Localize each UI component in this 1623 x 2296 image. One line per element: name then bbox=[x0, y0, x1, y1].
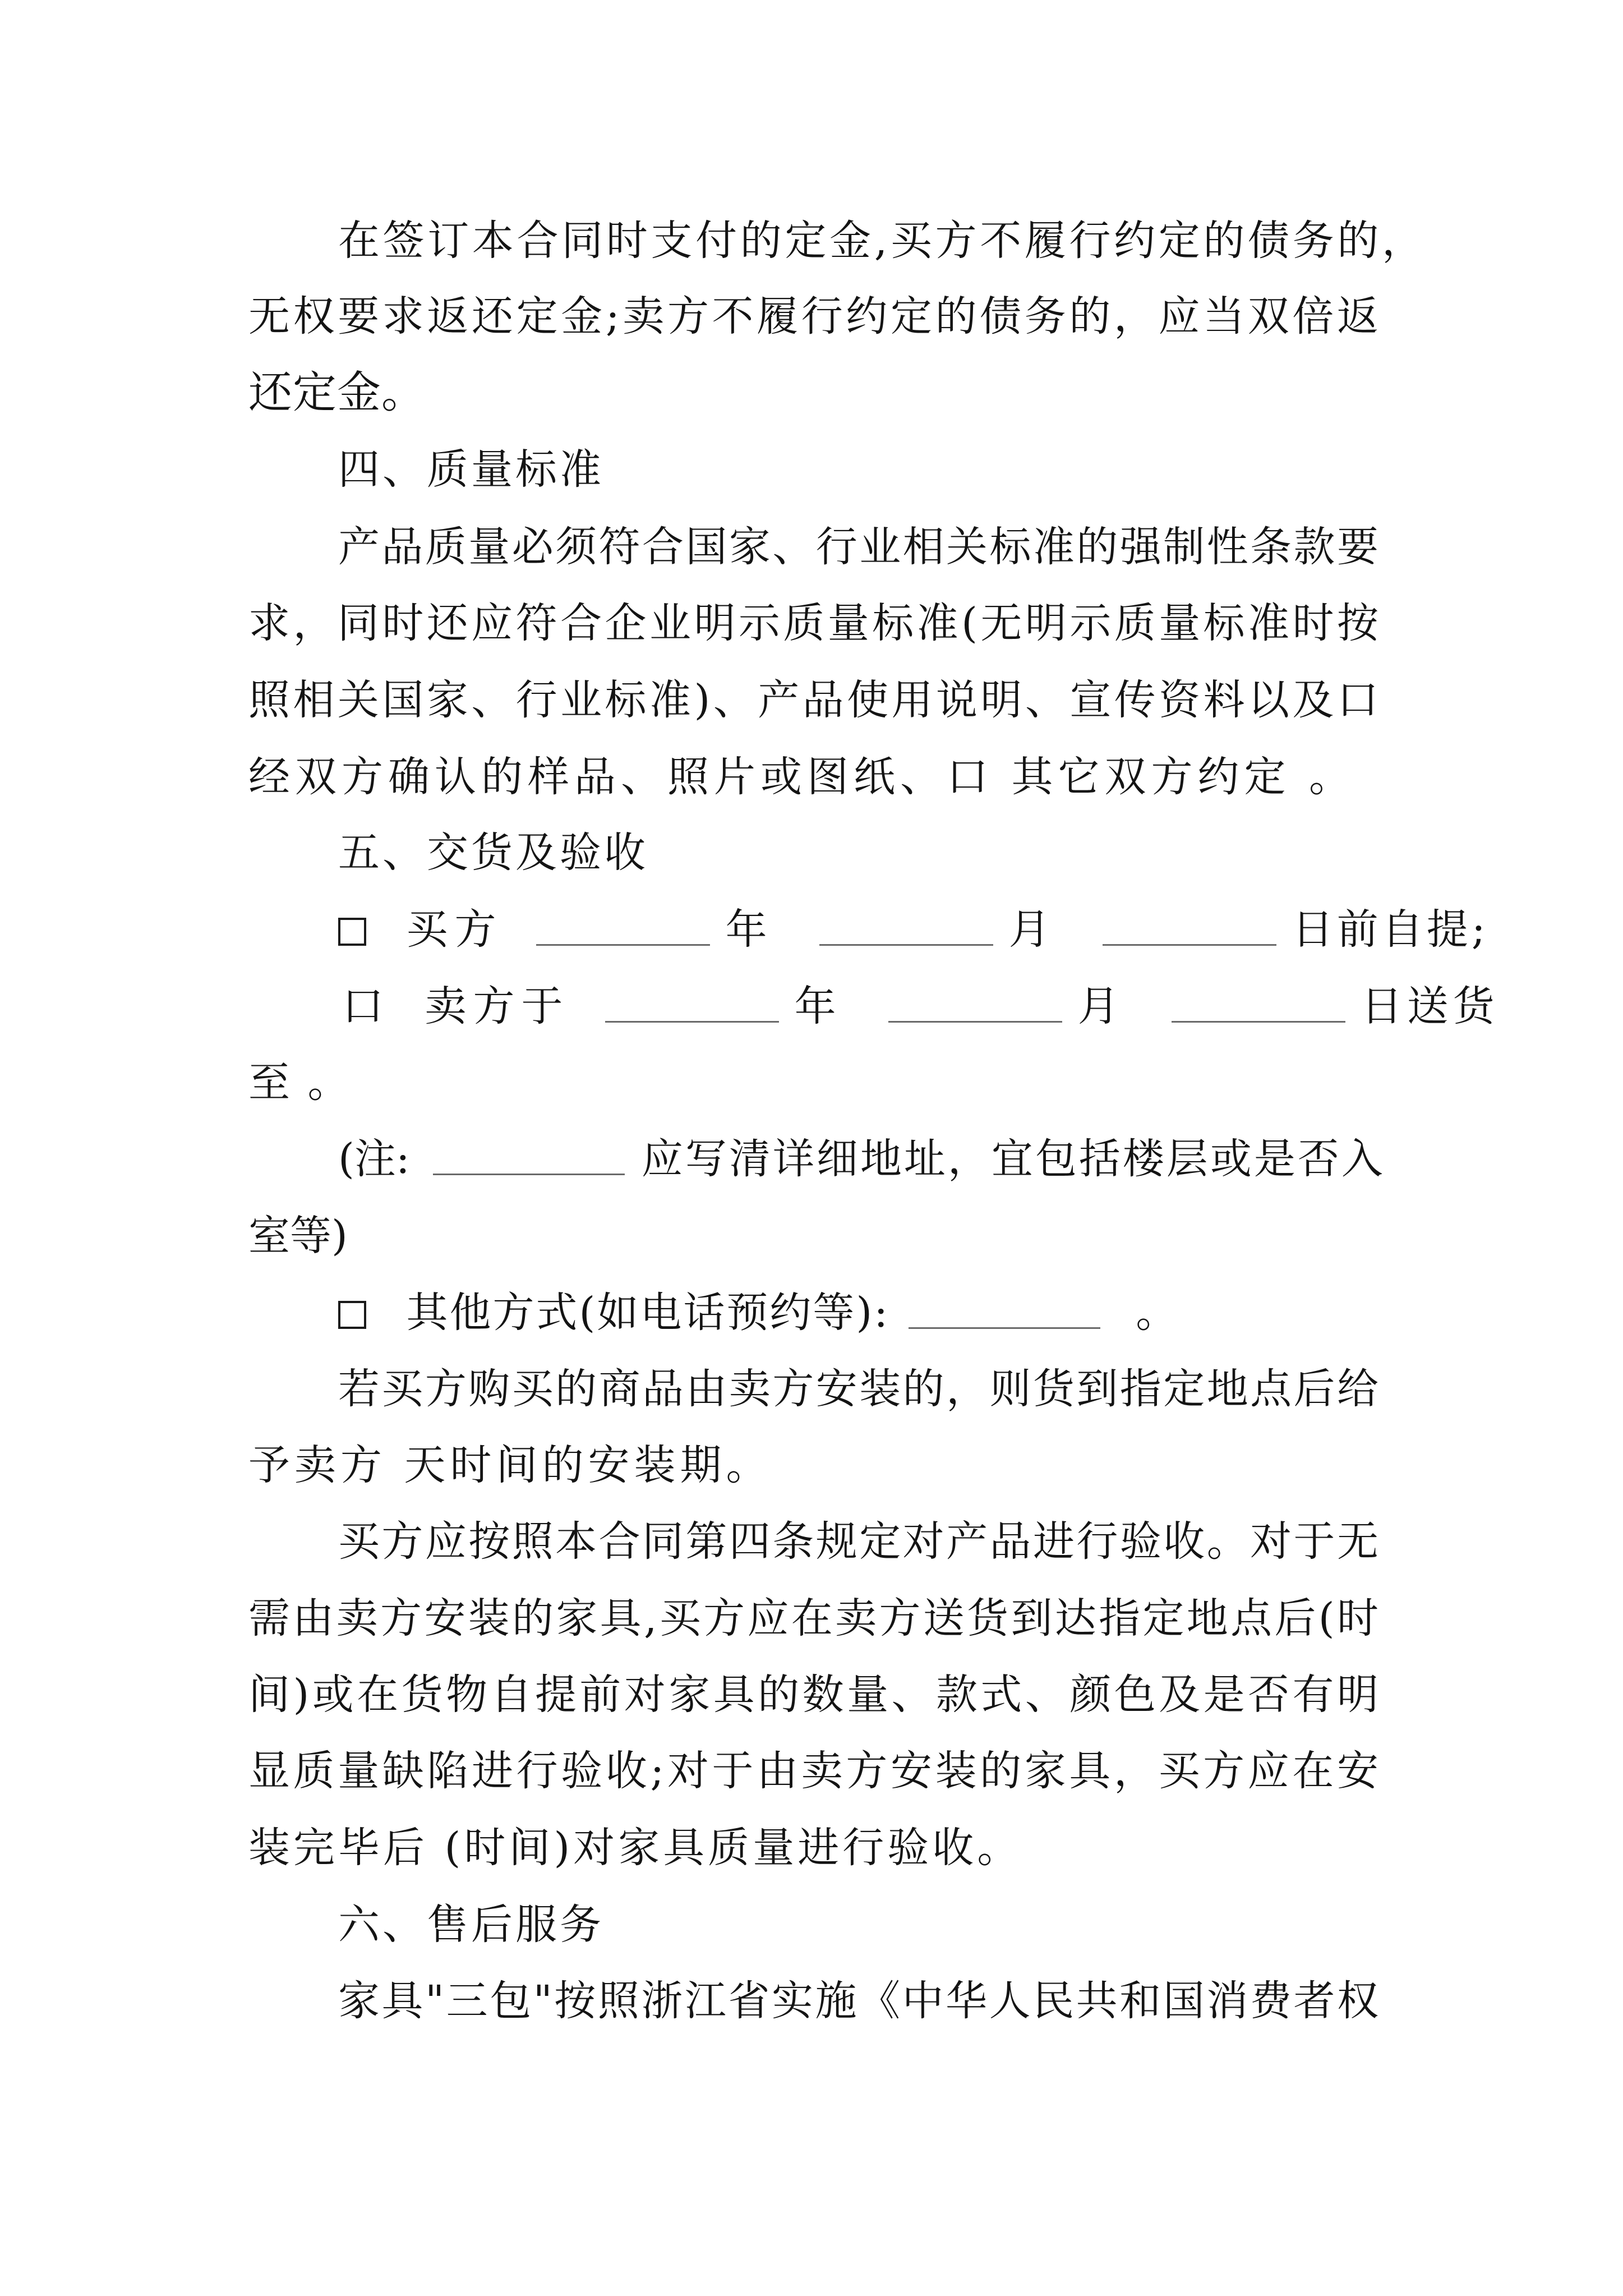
pickup-month-blank[interactable] bbox=[819, 903, 993, 946]
pickup-day-label: 日前自提; bbox=[1292, 905, 1489, 954]
delivery-checkbox[interactable]: 口 bbox=[342, 982, 384, 1030]
acceptance-line-2: 需由卖方安装的家具,买方应在卖方送货到达指定地点后(时 bbox=[248, 1594, 1378, 1642]
delivery-year-label: 年 bbox=[794, 982, 836, 1030]
section-4-line-3: 照相关国家、行业标准)、产品使用说明、宣传资料以及口 bbox=[248, 676, 1378, 724]
section-4-line-4: 经双方确认的样品、照片或图纸、口 其它双方约定 。 bbox=[248, 753, 1356, 801]
pickup-option-row bbox=[338, 901, 1489, 958]
pickup-checkbox[interactable] bbox=[338, 918, 366, 946]
deposit-paragraph-line-3: 还定金。 bbox=[248, 367, 426, 418]
acceptance-line-1: 买方应按照本合同第四条规定对产品进行验收。对于无 bbox=[338, 1517, 1378, 1566]
delivery-day-label: 日送货 bbox=[1361, 982, 1499, 1030]
other-method-checkbox[interactable] bbox=[338, 1301, 366, 1329]
section-4-line-2: 求，同时还应符合企业明示质量标准(无明示质量标准时按 bbox=[248, 599, 1378, 647]
section-4-heading: 四、质量标准 bbox=[338, 445, 604, 494]
address-note-text: 应写清详细地址，宜包括楼层或是否入 bbox=[641, 1135, 1385, 1183]
section-5-heading: 五、交货及验收 bbox=[338, 829, 648, 877]
section-6-line-1: 家具"三包"按照浙江省实施《中华人民共和国消费者权 bbox=[338, 1977, 1378, 2025]
acceptance-line-5: 装完毕后 (时间)对家具质量进行验收。 bbox=[248, 1824, 1022, 1872]
address-note-row bbox=[338, 1131, 1385, 1187]
section-4-line-1: 产品质量必须符合国家、行业相关标准的强制性条款要 bbox=[338, 523, 1378, 571]
delivery-day-blank[interactable] bbox=[1172, 979, 1345, 1023]
pickup-year-blank[interactable] bbox=[536, 903, 710, 946]
delivery-option-continuation: 至 。 bbox=[248, 1059, 352, 1107]
pickup-label: 买方 bbox=[406, 905, 503, 954]
deposit-paragraph-line-1: 在签订本合同时支付的定金,买方不履行约定的债务的， bbox=[338, 217, 1423, 265]
acceptance-line-4: 显质量缺陷进行验收;对于由卖方安装的家具，买方应在安 bbox=[248, 1747, 1378, 1795]
section-6-heading: 六、售后服务 bbox=[338, 1901, 604, 1949]
pickup-year-label: 年 bbox=[725, 905, 767, 954]
other-method-end: 。 bbox=[1136, 1289, 1178, 1337]
pickup-day-blank[interactable] bbox=[1103, 903, 1276, 946]
installation-line-1: 若买方购买的商品由卖方安装的，则货到指定地点后给 bbox=[338, 1365, 1378, 1413]
deposit-paragraph-line-2: 无权要求返还定金;卖方不履行约定的债务的，应当双倍返 bbox=[248, 292, 1378, 341]
delivery-option-row bbox=[342, 978, 1499, 1034]
address-note-prefix: (注: bbox=[338, 1135, 410, 1183]
other-option-row bbox=[338, 1285, 1235, 1341]
other-method-label: 其他方式(如电话预约等): bbox=[406, 1289, 890, 1337]
address-note-continuation: 室等) bbox=[248, 1212, 348, 1260]
acceptance-line-3: 间)或在货物自提前对家具的数量、款式、颜色及是否有明 bbox=[248, 1671, 1378, 1719]
delivery-month-blank[interactable] bbox=[888, 979, 1062, 1023]
delivery-month-label: 月 bbox=[1077, 982, 1119, 1030]
pickup-month-label: 月 bbox=[1008, 905, 1050, 954]
installation-line-2: 予卖方 天时间的安装期。 bbox=[248, 1441, 772, 1489]
other-method-blank[interactable] bbox=[909, 1286, 1100, 1329]
address-note-blank[interactable] bbox=[433, 1132, 625, 1175]
delivery-year-blank[interactable] bbox=[605, 979, 779, 1023]
delivery-label: 卖方于 bbox=[425, 982, 570, 1030]
